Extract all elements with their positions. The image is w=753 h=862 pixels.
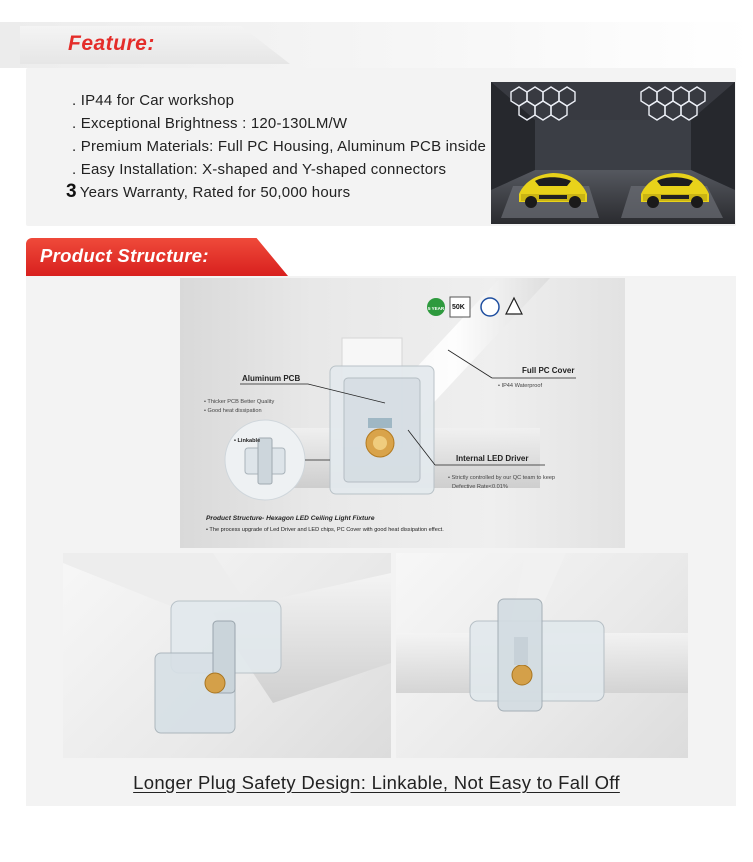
linkable-label: • Linkable <box>234 438 261 444</box>
aluminum-pcb-note-1: • Thicker PCB Better Quality <box>204 399 275 405</box>
warranty-number: 3 <box>66 181 77 202</box>
garage-illustration <box>491 82 735 224</box>
connector-photo-left <box>63 553 391 758</box>
warranty-text: Years Warranty, Rated for 50,000 hours <box>79 184 351 201</box>
aluminum-pcb-note-2: • Good heat dissipation <box>204 408 262 414</box>
product-structure-title: Product Structure: <box>40 245 209 266</box>
aluminum-pcb-label: Aluminum PCB <box>242 374 301 383</box>
garage-photo <box>491 82 735 224</box>
connector-photo-right <box>396 553 688 758</box>
bottom-caption: Longer Plug Safety Design: Linkable, Not Easy to Fall Off <box>133 772 620 793</box>
led-driver-note-1: • Strictly controlled by our QC team to keep <box>448 475 556 481</box>
badge-5-year: 5 YEAR <box>428 306 445 311</box>
feature-item-warranty <box>66 181 350 203</box>
feature-item-installation: . Easy Installation: X-shaped and Y-shaped connectors <box>72 161 447 178</box>
diagram-caption-title: Product Structure- Hexagon LED Ceiling Light Fixture <box>206 515 375 522</box>
feature-title: Feature: <box>68 32 155 55</box>
feature-item-materials: . Premium Materials: Full PC Housing, Aluminum PCB inside <box>72 138 487 155</box>
led-driver-note-2: Defective Rate<0.01% <box>452 484 508 490</box>
feature-item-brightness: . Exceptional Brightness : 120-130LM/W <box>72 115 348 132</box>
connector-illustration-right <box>396 553 688 758</box>
pc-cover-note: • IP44 Waterproof <box>498 383 543 389</box>
connector-illustration-left <box>63 553 391 758</box>
pc-cover-label: Full PC Cover <box>522 366 575 375</box>
led-driver-label: Internal LED Driver <box>456 454 529 463</box>
diagram-caption-note: • The process upgrade of Led Driver and LED chips, PC Cover with good heat dissipation effect. <box>206 527 444 533</box>
structure-diagram <box>180 278 625 548</box>
badge-50k: 50K <box>452 304 465 311</box>
feature-item-ip44: . IP44 for Car workshop <box>72 92 235 109</box>
